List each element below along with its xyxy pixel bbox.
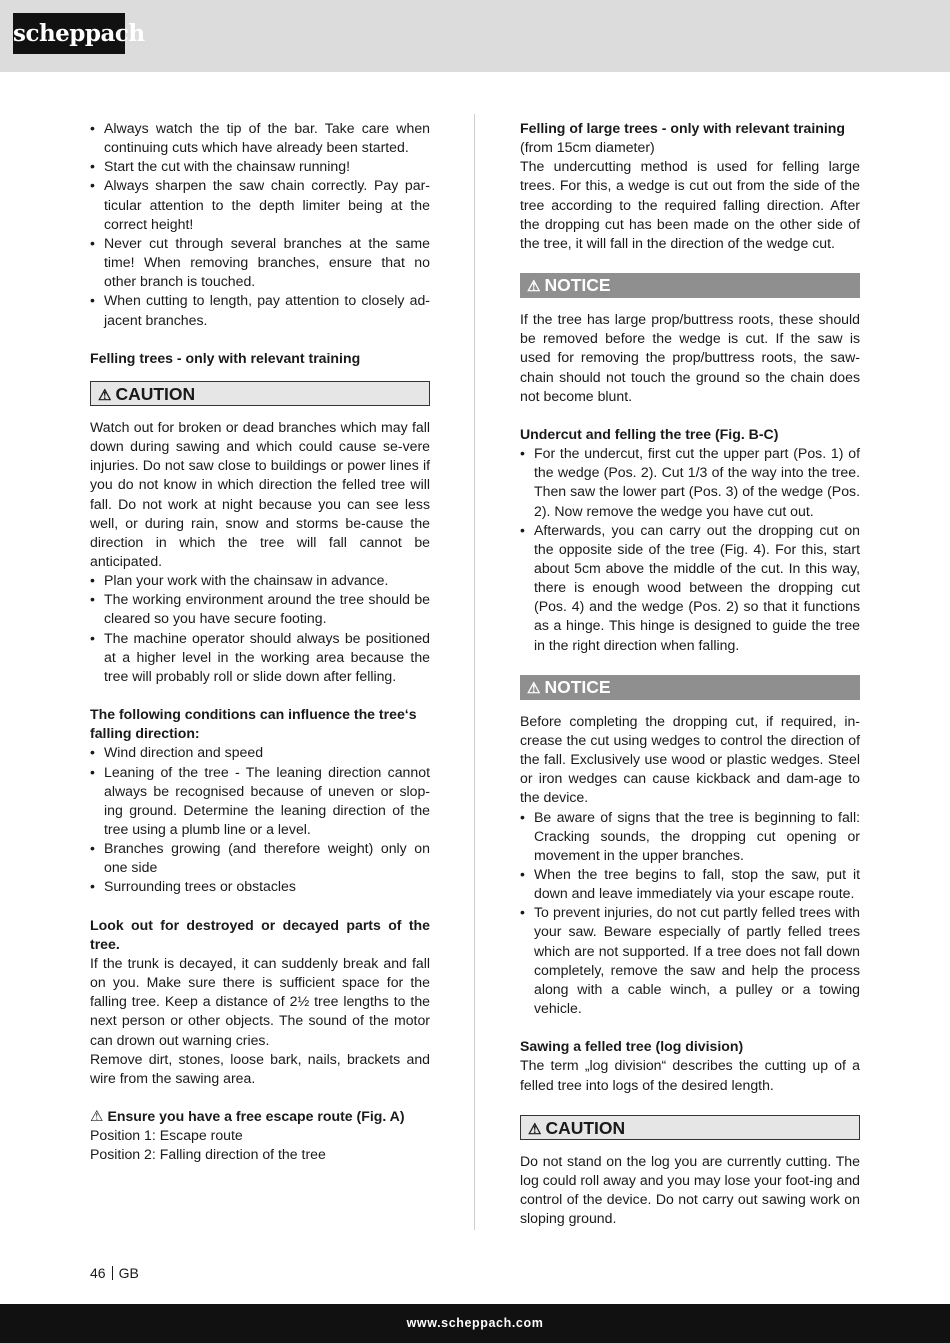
notice-text: Before completing the dropping cut, if required, in-crease the cut using wedges to control the direction of the fall. Exclusively use wood or plastic wedges. Steel or iron wedges can cause kickback and dam-age to the device.: [520, 712, 860, 806]
list-item: • Surrounding trees or obstacles: [90, 877, 430, 896]
list-item: • To prevent injuries, do not cut partly felled trees with your saw. Beware especially of partly felled trees which are not supported. If a tree does not fall down completely, remove the saw and help the process along with a cable winch, a pulley or a towing vehicle.: [520, 903, 860, 1018]
position-2-text: Position 2: Falling direction of the tree: [90, 1146, 326, 1163]
notice-text: If the tree has large prop/buttress roots, these should be removed before the wedge is cut. If the saw is used for removing the prop/buttress roots, the saw-chain should not touch the ground so the chain does not become blunt.: [520, 311, 860, 404]
list-item: • Branches growing (and therefore weight) only on one side: [90, 839, 430, 877]
undercut-heading: Undercut and felling the tree (Fig. B-C): [520, 425, 779, 442]
footer-bar: [0, 1304, 950, 1343]
warning-triangle-icon: ⚠: [527, 278, 541, 296]
felling-trees-heading: Felling trees - only with relevant training: [90, 349, 361, 366]
list-item: • Afterwards, you can carry out the dropping cut on the opposite side of the tree (Fig. 4). For this, start about 5cm above the middle of the cut. In this way, there is enough wood between the dropping cut (Pos. 4) and the wedge (Pos. 2) so that it functions as a hinge. This hinge is designed to guide the tree in the right direction when falling.: [520, 521, 860, 655]
caution-box: [90, 381, 430, 406]
sawing-area-text: Remove dirt, stones, loose bark, nails, brackets and wire from the sawing area.: [90, 1050, 430, 1086]
notice-label: NOTICE: [544, 275, 611, 296]
caution-label: CAUTION: [545, 1117, 626, 1138]
warning-triangle-icon: ⚠: [528, 1120, 542, 1138]
notice-label: NOTICE: [544, 676, 611, 697]
list-item: • When the tree begins to fall, stop the saw, put it down and leave immediately via your escape route.: [520, 865, 860, 903]
separator: [112, 1266, 113, 1280]
list-item: • For the undercut, first cut the upper part (Pos. 1) of the wedge (Pos. 2). Cut 1/3 of the way into the tree. Then saw the lower part (Pos. 3) of the wedge (Pos. 2). Now remove the wedge you have cut out.: [520, 444, 860, 521]
work-preparation-list: [90, 571, 430, 686]
warning-triangle-icon: ⚠: [90, 1108, 104, 1126]
list-item: • Start the cut with the chainsaw running!: [90, 157, 430, 176]
warning-triangle-icon: ⚠: [98, 386, 112, 404]
cutting-tips-list: [90, 119, 430, 330]
large-trees-text: The undercutting method is used for felling large trees. For this, a wedge is cut out from the side of the tree according to the required falling direction. After the dropping cut has been made on the other side of the tree, it will fall in the direction of the wedge cut.: [520, 158, 860, 251]
position-1-text: Position 1: Escape route: [90, 1127, 243, 1144]
list-item: • Plan your work with the chainsaw in advance.: [90, 571, 430, 590]
decayed-parts-heading: Look out for destroyed or decayed parts of the tree.: [90, 916, 430, 952]
warning-triangle-icon: ⚠: [527, 679, 541, 697]
log-division-text: The term „log division“ describes the cutting up of a felled tree into logs of the desired length.: [520, 1057, 860, 1093]
language-code: GB: [118, 1265, 139, 1281]
notice-box: [520, 273, 860, 298]
caution-text: Watch out for broken or dead branches which may fall down during sawing and which could cause se-vere injuries. Do not saw close to buildings or power lines if you do not know in which direction the felled tree will fall. Do not work at night because you can see less well, or during rain, snow and storms be-cause the direction in which the tree will fall cannot be anticipated.: [90, 418, 430, 569]
list-item: • Be aware of signs that the tree is beginning to fall: Cracking sounds, the dropping cut opening or movement in the upper branches.: [520, 808, 860, 865]
list-item: • The machine operator should always be positioned at a higher level in the working area because the tree will probably roll or slide down after felling.: [90, 629, 430, 686]
right-column: [520, 119, 860, 1228]
notice-box: [520, 675, 860, 700]
caution-text: Do not stand on the log you are currently cutting. The log could roll away and you may lose your foot-ing and control of the device. Do not carry out sawing work on sloping ground.: [520, 1152, 861, 1227]
caution-label: CAUTION: [115, 383, 196, 404]
caution-box: [520, 1115, 860, 1140]
column-divider: [474, 114, 475, 1230]
list-item: • When cutting to length, pay attention to closely ad-jacent branches.: [90, 291, 430, 329]
list-item: • Leaning of the tree - The leaning direction cannot always be recognised because of uneven or slop-ing ground. Determine the leaning direction of the tree using a plumb line or a level.: [90, 763, 430, 840]
large-trees-heading: Felling of large trees - only with relevant training: [520, 120, 845, 136]
undercut-list: [520, 444, 860, 655]
page-number: 46 GB: [90, 1265, 139, 1281]
decayed-parts-text: If the trunk is decayed, it can suddenly break and fall on you. Make sure there is sufficient space for the falling tree. Keep a distance of 2½ tree lengths to the next person or other objects. The sound of the motor can drown out warning cries.: [90, 954, 430, 1048]
left-column: [90, 119, 430, 1165]
conditions-list: [90, 743, 430, 896]
list-item: • Always watch the tip of the bar. Take care when continuing cuts which have already been started.: [90, 119, 430, 157]
website-link[interactable]: www.scheppach.com: [406, 1316, 544, 1330]
escape-route-heading: ⚠ Ensure you have a free escape route (Fig. A): [90, 1108, 405, 1126]
list-item: • Always sharpen the saw chain correctly. Pay par-ticular attention to the depth limiter being at the correct height!: [90, 176, 430, 233]
falling-signs-list: [520, 808, 860, 1019]
brand-logo: scheppach: [13, 13, 125, 54]
log-division-heading: Sawing a felled tree (log division): [520, 1038, 744, 1055]
list-item: • The working environment around the tree should be cleared so you have secure footing.: [90, 590, 430, 628]
conditions-heading: The following conditions can influence the tree‘s falling direction:: [90, 706, 417, 742]
header-bar: [0, 0, 950, 72]
large-trees-subtitle: (from 15cm diameter): [520, 139, 655, 156]
list-item: • Never cut through several branches at the same time! When removing branches, ensure that no other branch is touched.: [90, 234, 430, 291]
list-item: • Wind direction and speed: [90, 743, 430, 762]
